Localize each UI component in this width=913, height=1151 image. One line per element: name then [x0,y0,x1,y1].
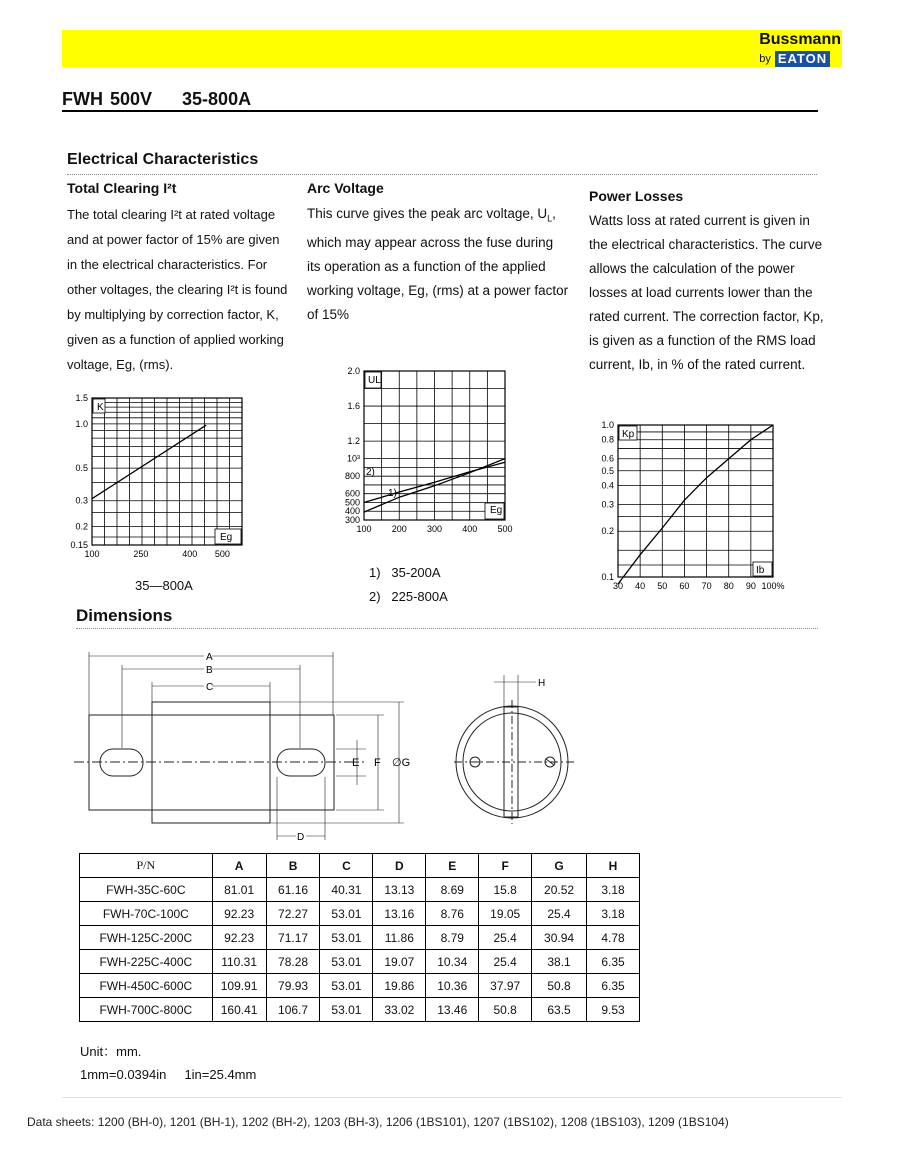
arc-heading: Arc Voltage [307,180,384,196]
table-cell-value: 8.76 [426,902,479,926]
title-divider [62,110,818,112]
page-title [62,89,281,110]
table-row [80,902,640,926]
table-cell-value: 3.18 [587,902,640,926]
chart-x-tick-label: 60 [679,581,690,591]
i2t-heading: Total Clearing I²t [67,180,177,196]
label-a: A [206,652,213,663]
electrical-heading: Electrical Characteristics [67,151,259,168]
table-cell-value: 92.23 [212,926,266,950]
chart-y-tick-label: 0.2 [601,526,614,537]
table-cell-value: 63.5 [532,998,587,1022]
table-cell-value: 8.69 [426,878,479,902]
col-header-c: C [320,854,373,878]
dimensions-table [79,853,640,1022]
i2t-x-label: Eg [220,532,233,543]
table-cell-value: 38.1 [532,950,587,974]
chart-y-tick-label: 1.5 [75,393,88,403]
chart-x-tick-label: 70 [701,581,712,591]
label-d: D [297,832,305,843]
chart-x-tick-label: 80 [723,581,734,591]
arc-legend [369,561,448,609]
table-cell-value: 9.53 [587,998,640,1022]
table-cell-value: 13.13 [373,878,426,902]
chart-x-tick-label: 50 [657,581,668,591]
table-cell-value: 53.01 [320,998,373,1022]
table-cell-value: 11.86 [373,926,426,950]
chart-y-tick-label: 500 [344,497,360,508]
chart-x-tick-label: 100% [761,581,785,591]
table-cell-value: 19.07 [373,950,426,974]
table-cell-value: 71.17 [266,926,320,950]
table-cell-value: 37.97 [479,974,532,998]
col-header-f: F [479,854,532,878]
table-cell-pn: FWH-35C-60C [80,878,213,902]
conversion-in: 1in=25.4mm [184,1067,257,1082]
table-cell-value: 30.94 [532,926,587,950]
col-header-h: H [587,854,640,878]
arc-chart [330,363,530,543]
arc-text-part2: , which may appear across the fuse during its operation as a function of the applied working voltage, Eg, (rms) at a power factor of 15% [307,206,569,322]
table-cell-pn: FWH-450C-600C [80,974,213,998]
col-header-d: D [373,854,426,878]
label-h: H [538,678,546,689]
i2t-chart-grid [92,398,242,545]
footer-datasheets: Data sheets: 1200 (BH-0), 1201 (BH-1), 1202 (BH-2), 1203 (BH-3), 1206 (1BS101), 1207 (1BS102), 1208 (1BS103), 1209 (1BS104) [27,1115,729,1129]
table-cell-value: 13.46 [426,998,479,1022]
table-cell-value: 3.18 [587,878,640,902]
chart-series-line-1 [92,425,206,499]
conversion-mm: 1mm=0.0394in [80,1067,167,1082]
header-banner [62,30,842,67]
i2t-chart-series [92,425,206,499]
label-g: ∅G [392,757,411,769]
table-cell-value: 6.35 [587,974,640,998]
dimensions-divider [76,628,818,629]
power-chart [590,415,800,595]
table-cell-value: 72.27 [266,902,320,926]
brand-by-text: by [759,53,771,65]
chart-x-tick-label: 90 [745,581,756,591]
chart-y-tick-label: 0.5 [601,465,614,476]
power-y-label: Kp [622,429,635,440]
table-cell-value: 25.4 [532,902,587,926]
chart-y-tick-label: 0.15 [70,540,88,550]
arc-x-label: Eg [490,505,503,516]
chart-y-tick-label: 2.0 [347,366,360,376]
conversion-note [80,1067,256,1082]
chart-x-tick-label: 100 [84,549,100,559]
arc-text-subscript: L [547,213,553,224]
arc-legend-item-1 [369,561,448,585]
chart-x-tick-label: 400 [462,524,478,534]
table-header-row [80,854,640,878]
dimensions-heading: Dimensions [76,606,173,625]
arc-y-label: UL [368,375,381,386]
electrical-divider [67,174,817,175]
table-row [80,950,640,974]
table-cell-value: 50.8 [479,998,532,1022]
chart-y-tick-label: 1.2 [347,436,360,447]
chart-y-tick-label: 0.3 [75,495,88,506]
table-cell-value: 6.35 [587,950,640,974]
table-cell-value: 19.86 [373,974,426,998]
power-text: Watts loss at rated current is given in the electrical characteristics. The curve allows the calculation of the power losses at load currents lower than the rated current. The correction factor, Kp, is given as a function of the RMS load current, Ib, in % of the rated current. [589,213,824,372]
table-cell-value: 53.01 [320,902,373,926]
table-row [80,998,640,1022]
table-cell-value: 106.7 [266,998,320,1022]
i2t-y-label: K [97,402,104,413]
col-header-e: E [426,854,479,878]
i2t-chart [60,388,260,563]
arc-legend-label-1: 35-200A [391,565,441,580]
label-c: C [206,682,214,693]
brand-logo [759,31,841,67]
table-cell-value: 160.41 [212,998,266,1022]
table-row [80,878,640,902]
label-f: F [374,757,381,769]
chart-y-tick-label: 1.6 [347,401,360,412]
chart-y-tick-label: 1.0 [75,418,88,429]
arc-legend-num-1: 1) [369,565,381,580]
chart-y-tick-label: 400 [344,506,360,517]
fuse-end-view [454,675,574,824]
table-cell-value: 8.79 [426,926,479,950]
table-row [80,974,640,998]
fuse-side-view [74,652,404,840]
power-x-label: Ib [756,565,765,576]
table-cell-value: 79.93 [266,974,320,998]
table-cell-value: 53.01 [320,950,373,974]
arc-text [307,202,569,327]
chart-y-tick-label: 0.8 [601,434,614,445]
chart-x-tick-label: 30 [612,581,624,591]
title-range: 35-800A [182,89,252,109]
table-cell-value: 10.34 [426,950,479,974]
table-body [80,878,640,1022]
chart-y-tick-label: 10³ [346,453,360,464]
table-cell-value: 110.31 [212,950,266,974]
brand-name: Bussmann [759,31,841,48]
arc-text-part1: This curve gives the peak arc voltage, U [307,206,548,221]
table-cell-value: 4.78 [587,926,640,950]
arc-legend-num-2: 2) [369,589,381,604]
chart-x-tick-label: 40 [635,581,646,591]
chart-x-tick-label: 500 [214,549,230,559]
chart-y-tick-label: 1.0 [601,420,614,430]
chart-x-tick-label: 100 [356,524,372,534]
table-cell-value: 19.05 [479,902,532,926]
chart-x-tick-label: 400 [182,549,198,559]
table-cell-value: 109.91 [212,974,266,998]
chart-y-tick-label: 0.3 [601,499,614,510]
arc-legend-item-2 [369,585,448,609]
col-header-g: G [532,854,587,878]
eaton-logo: EATON [775,51,830,67]
table-cell-value: 33.02 [373,998,426,1022]
dimension-drawing [74,640,594,845]
title-model: FWH 500V [62,89,153,109]
table-row [80,926,640,950]
chart-x-tick-label: 250 [133,549,149,559]
table-cell-value: 50.8 [532,974,587,998]
chart-y-tick-label: 300 [344,515,360,525]
col-header-b: B [266,854,320,878]
table-cell-value: 15.8 [479,878,532,902]
arc-legend-label-2: 225-800A [391,589,448,604]
arc-chart-grid [364,371,505,520]
col-header-pn: P/N [80,854,213,878]
table-cell-value: 53.01 [320,926,373,950]
power-heading: Power Losses [589,188,684,204]
label-b: B [206,665,213,676]
label-e: E [352,757,360,769]
table-cell-pn: FWH-225C-400C [80,950,213,974]
chart-y-tick-label: 0.1 [601,572,614,582]
table-cell-value: 61.16 [266,878,320,902]
footer-divider [62,1097,842,1098]
table-cell-value: 20.52 [532,878,587,902]
table-cell-value: 53.01 [320,974,373,998]
table-cell-value: 78.28 [266,950,320,974]
table-cell-pn: FWH-70C-100C [80,902,213,926]
chart-x-tick-label: 500 [497,524,513,534]
chart-x-tick-label: 200 [391,524,407,534]
brand-by-line [759,51,841,67]
chart-y-tick-label: 0.5 [75,463,88,474]
chart-y-tick-label: 600 [344,488,360,499]
chart-y-tick-label: 0.6 [601,453,614,464]
col-header-a: A [212,854,266,878]
chart-y-tick-label: 0.2 [75,521,88,532]
table-cell-value: 81.01 [212,878,266,902]
chart-y-tick-label: 0.4 [601,480,614,491]
arc-curve-label-1: 1) [388,488,397,499]
chart-y-tick-label: 800 [344,471,360,482]
chart-x-tick-label: 300 [426,524,443,534]
table-cell-pn: FWH-700C-800C [80,998,213,1022]
arc-curve-label-2: 2) [366,467,375,478]
unit-note: Unit：mm. [80,1044,142,1059]
table-cell-value: 25.4 [479,926,532,950]
table-cell-value: 10.36 [426,974,479,998]
table-cell-value: 92.23 [212,902,266,926]
i2t-caption: 35—800A [135,578,193,593]
table-cell-value: 25.4 [479,950,532,974]
table-cell-value: 40.31 [320,878,373,902]
i2t-text: The total clearing I²t at rated voltage and at power factor of 15% are given in the electrical characteristics. For other voltages, the clearing I²t is found by multiplying by correction factor, K, given as a function of applied working voltage, Eg, (rms). [67,207,288,372]
table-cell-value: 13.16 [373,902,426,926]
table-cell-pn: FWH-125C-200C [80,926,213,950]
